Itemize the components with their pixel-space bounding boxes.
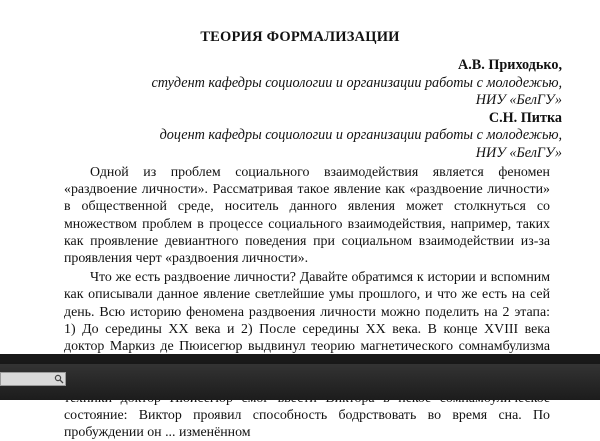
horizontal-scrollbar[interactable]: [0, 354, 600, 364]
search-icon[interactable]: [54, 374, 64, 384]
author-org: НИУ «БелГУ»: [475, 144, 562, 161]
author-block: [151, 57, 562, 162]
author-role: студент кафедры социологии и организации работы с молодежью,: [151, 74, 562, 91]
author-org: НИУ «БелГУ»: [475, 92, 562, 108]
body-paragraph: Что же есть раздвоение личности? Давайте обратимся к истории и вспомним как описывали данное явление светлейшие умы прошлого, и что же есть на сей день. Всю историю феномена раздвоения личности можно поделить на 2 этапа: 1) До середины XX века и 2) После середины XX века. В конце XVIII века доктор Маркиз де Пюисегюр выдвинул теорию магнетического сомнамбулизма состояние: Виктор проявил способность бодрствовать во время сна. По пробуждении он ... изменённом: [64, 270, 550, 441]
document-title: ТЕОРИЯ ФОРМАЛИЗАЦИИ: [200, 29, 400, 45]
body-paragraph: Одной из проблем социального взаимодействия является феномен «раздвоение личности». Рассматривая такое явление как «раздвоение личности» в общественной среде, носитель данного явления может столкнуться со множеством проблем в процессе социального взаимодействия, например, таких как проявление девиантного поведения при социальном взаимодействии из-за проявления черт «раздвоения личности».: [64, 165, 550, 267]
author-name: А.В. Приходько,: [458, 57, 562, 73]
author-role: доцент кафедры социологии и организации работы с молодежью,: [159, 127, 562, 143]
author-name: С.Н. Питка: [488, 109, 562, 126]
